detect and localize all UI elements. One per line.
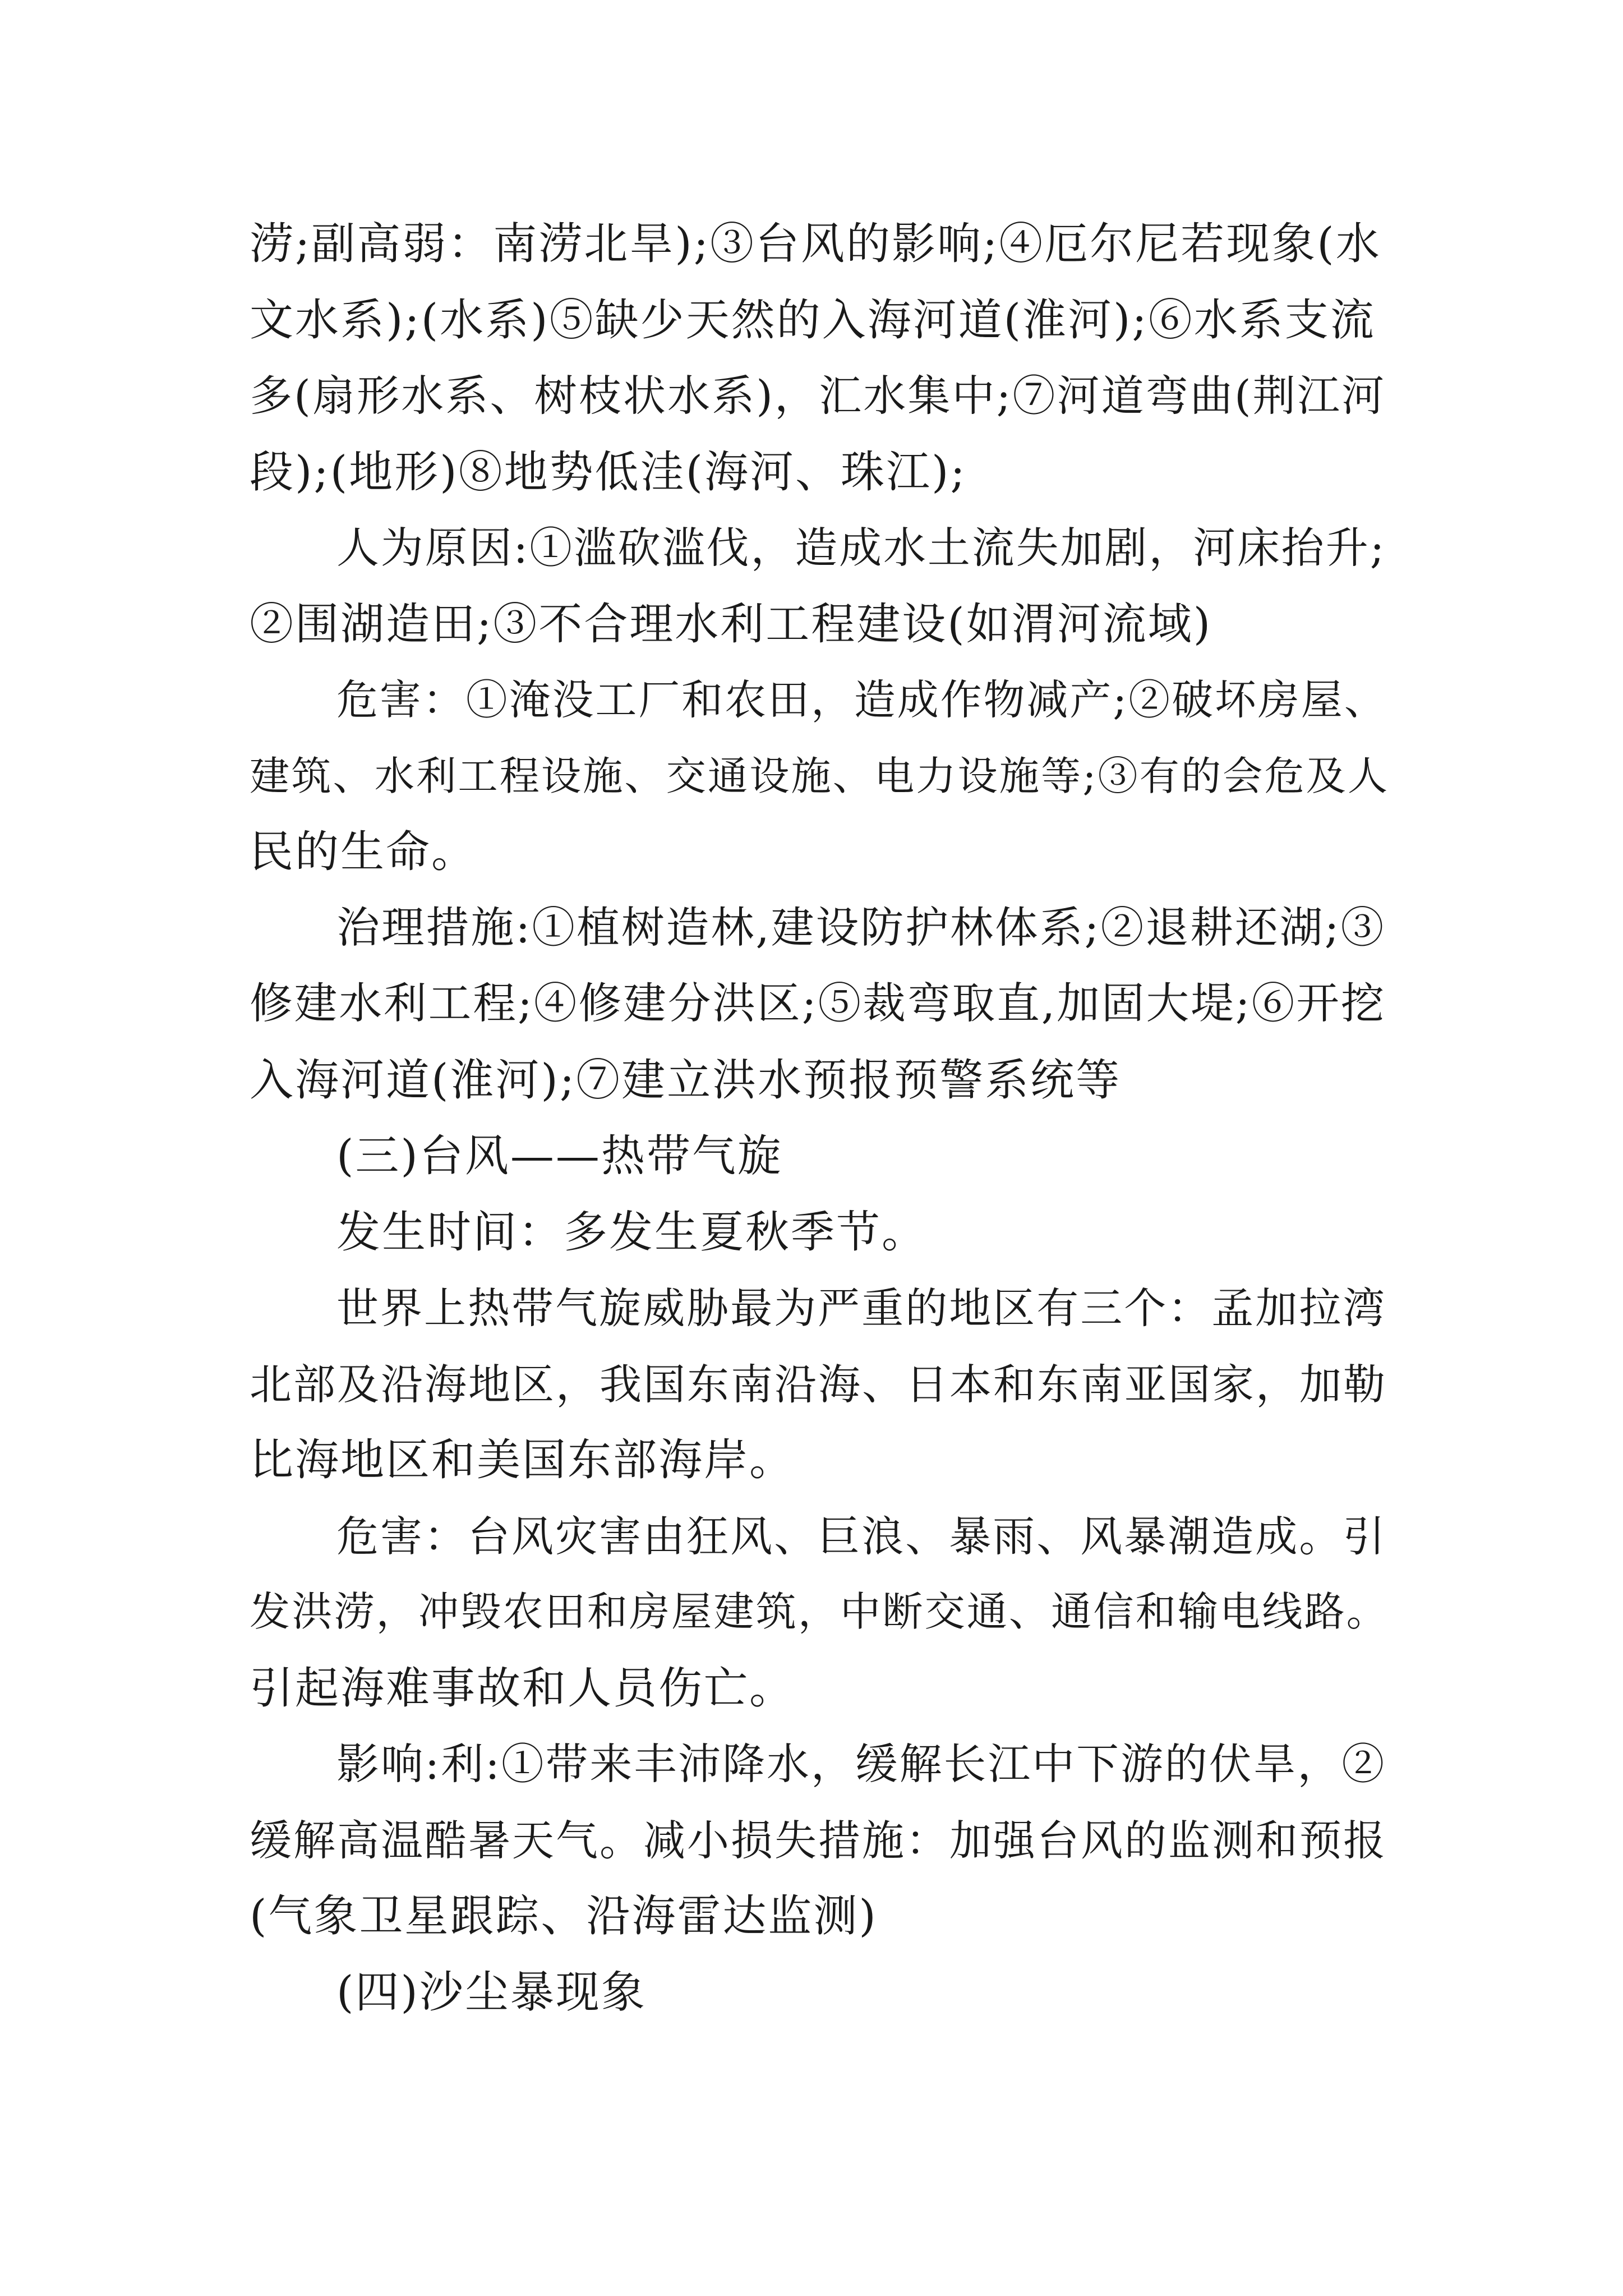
text-line: 文水系);(水系)⑤缺少天然的入海河道(淮河);⑥水系支流 <box>250 295 1376 346</box>
text-line: 北部及沿海地区，我国东南沿海、日本和东南亚国家，加勒 <box>250 1360 1387 1409</box>
text-line: ②围湖造田;③不合理水利工程建设(如渭河流域) <box>250 599 1212 650</box>
paragraph-first-line: 治理措施:①植树造林,建设防护林体系;②退耕还湖;③ <box>336 903 1386 953</box>
text-line: 入海河道(淮河);⑦建立洪水预报预警系统等 <box>250 1055 1122 1106</box>
text-line: 发洪涝，冲毁农田和房屋建筑，中断交通、通信和输电线路。 <box>250 1589 1389 1636</box>
paragraph-first-line: 世界上热带气旋威胁最为严重的地区有三个：孟加拉湾 <box>336 1283 1387 1333</box>
paragraph-first-line: 危害：台风灾害由狂风、巨浪、暴雨、风暴潮造成。引 <box>336 1512 1387 1561</box>
text-line: 建筑、水利工程设施、交通设施、电力设施等;③有的会危及人 <box>250 753 1390 799</box>
text-line: 比海地区和美国东部海岸。 <box>250 1435 795 1485</box>
paragraph-first-line: 发生时间：多发生夏秋季节。 <box>336 1207 928 1258</box>
section-heading: (四)沙尘暴现象 <box>336 1967 647 2018</box>
section-heading: (三)台风——热带气旋 <box>336 1131 783 1181</box>
paragraph-first-line: 影响:利:①带来丰沛降水，缓解长江中下游的伏旱，② <box>336 1740 1386 1789</box>
text-line: 段);(地形)⑧地势低洼(海河、珠江); <box>250 447 967 498</box>
text-line: 民的生命。 <box>250 827 477 877</box>
paragraph-first-line: 危害：①淹没工厂和农田，造成作物减产;②破坏房屋、 <box>336 676 1387 724</box>
text-line: 涝;副高弱：南涝北旱);③台风的影响;④厄尔尼若现象(水 <box>250 219 1381 269</box>
text-line: (气象卫星跟踪、沿海雷达监测) <box>250 1891 878 1941</box>
text-line: 缓解高温酷暑天气。减小损失措施：加强台风的监测和预报 <box>250 1816 1387 1865</box>
text-line: 引起海难事故和人员伤亡。 <box>250 1663 795 1714</box>
text-line: 修建水利工程;④修建分洪区;⑤裁弯取直,加固大堤;⑥开挖 <box>250 979 1386 1029</box>
paragraph-first-line: 人为原因:①滥砍滥伐，造成水土流失加剧，河床抬升; <box>336 523 1386 573</box>
text-line: 多(扇形水系、树枝状水系)，汇水集中;⑦河道弯曲(荆江河 <box>250 371 1386 421</box>
